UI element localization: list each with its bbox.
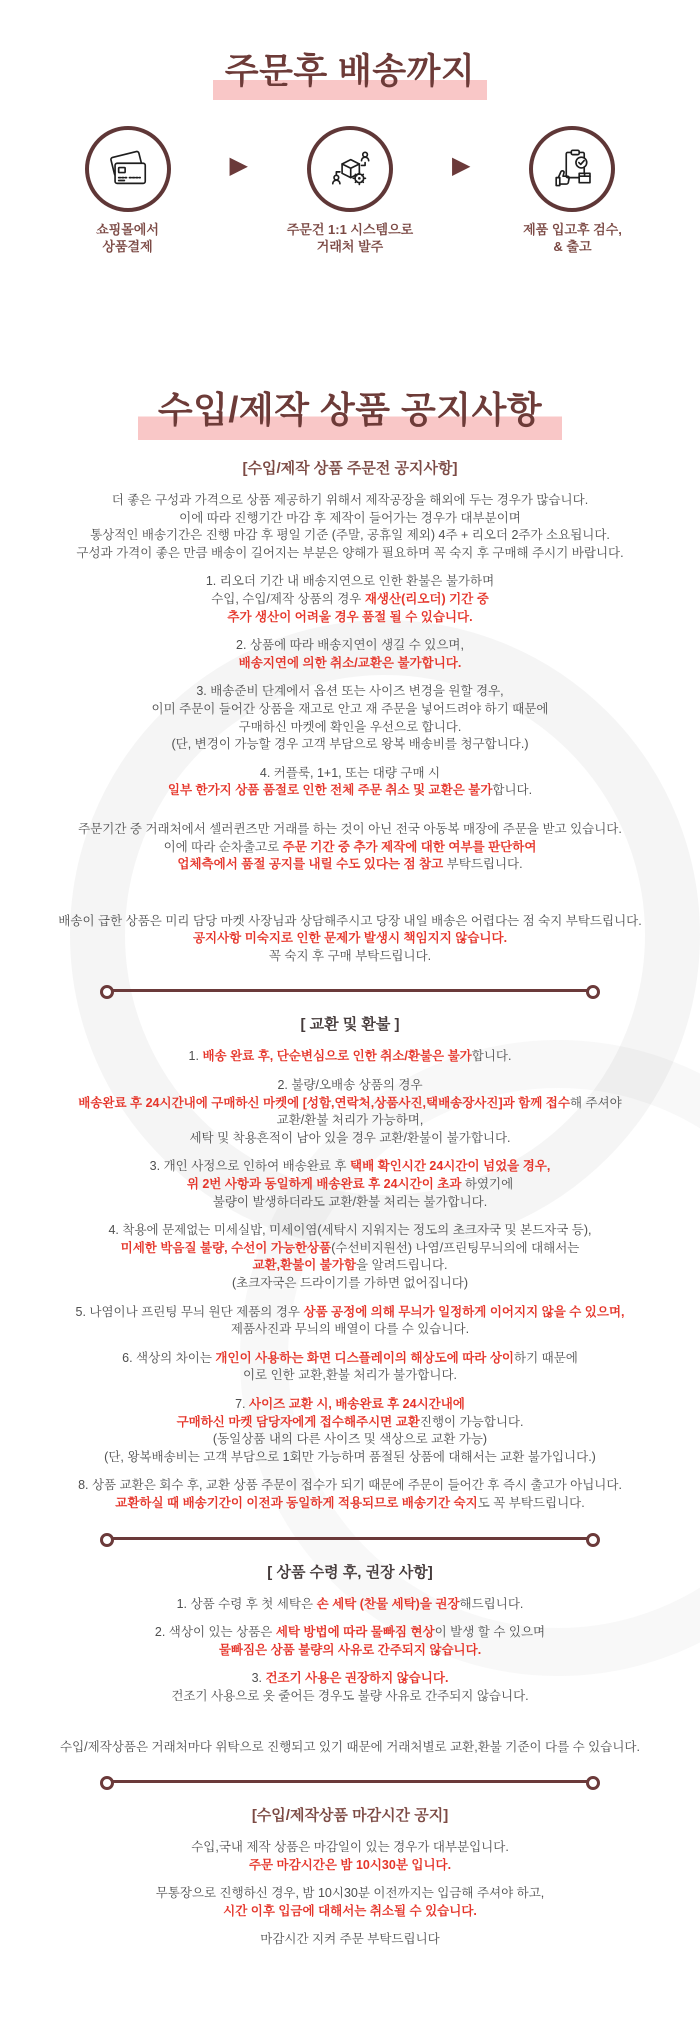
body-text: 진행이 가능합니다.	[419, 1414, 524, 1429]
order-process-flow	[0, 126, 700, 255]
body-text: 무통장으로 진행하신 경우, 밤 10시30분 이전까지는 입금해 주셔야 하고,	[155, 1886, 545, 1901]
body-text: 이미 주문이 들어간 상품을 재고로 안고 재 주문을 넣어드려야 하기 때문에	[151, 701, 549, 716]
text-line	[20, 765, 680, 783]
label-line: & 출고	[553, 239, 592, 254]
body-text: 구성과 가격이 좋은 만큼 배송이 길어지는 부분은 양해가 필요하며 꼭 숙지 후 구매해 주시기 바랍니다.	[76, 545, 624, 560]
notice-title: 수입/제작 상품 공지사항	[138, 387, 562, 440]
text-line	[20, 545, 680, 563]
text-line	[20, 1642, 680, 1660]
notice-block	[20, 1350, 680, 1385]
body-text: 하였기에	[461, 1177, 514, 1192]
section-heading: [ 상품 수령 후, 권장 사항]	[267, 1563, 433, 1581]
text-line	[20, 1839, 680, 1857]
emphasis-text: 업체측에서 품절 공지를 내릴 수도 있다는 점 참고	[177, 857, 444, 872]
emphasis-text: 교환,환불이 불가함	[252, 1258, 357, 1273]
body-text: 해 주셔야	[569, 1095, 622, 1110]
emphasis-text: 교환하실 때 배송기간이 이전과 동일하게 적용되므로 배송기간 숙지	[115, 1495, 478, 1510]
text-line	[20, 1240, 680, 1258]
text-line	[20, 591, 680, 609]
text-line	[20, 1596, 680, 1614]
text-line	[20, 1449, 680, 1467]
order-system-icon	[307, 126, 393, 212]
text-line	[20, 930, 680, 948]
text-line	[20, 1095, 680, 1113]
body-text: 해드립니다.	[459, 1596, 524, 1611]
emphasis-text: 사이즈 교환 시, 배송완료 후 24시간내에	[249, 1396, 465, 1411]
text-line	[20, 1903, 680, 1921]
inspection-shipping-icon	[529, 126, 615, 212]
body-text: 합니다.	[492, 783, 533, 798]
body-text: 도 꼭 부탁드립니다.	[477, 1495, 585, 1510]
body-text: 이 발생 할 수 있으며	[434, 1625, 546, 1640]
emphasis-text: 개인이 사용하는 화면 디스플레이의 해상도에 따라 상이	[215, 1350, 514, 1365]
emphasis-text: 택배 확인시간 24시간이 넘었을 경우,	[350, 1159, 551, 1174]
section-divider	[111, 989, 589, 992]
text-line	[20, 1194, 680, 1212]
body-text: 부탁드립니다.	[443, 857, 523, 872]
label-line: 상품결제	[102, 239, 153, 254]
body-text: 이로 인한 교환,환불 처리가 불가합니다.	[242, 1368, 458, 1383]
text-line	[20, 1275, 680, 1293]
emphasis-text: 주문 기간 중 추가 제작에 대한 여부를 판단하여	[282, 839, 537, 854]
body-text: 구매하신 마켓에 확인을 우선으로 합니다.	[238, 719, 462, 734]
label-line: 주문건 1:1 시스템으로	[286, 222, 414, 237]
body-text: 제품사진과 무늬의 배열이 다를 수 있습니다.	[230, 1322, 470, 1337]
body-text: 5. 나염이나 프린팅 무늬 원단 제품의 경우	[75, 1304, 304, 1319]
emphasis-text: 주문 마감시간은 밤 10시30분 입니다.	[248, 1857, 452, 1872]
text-line	[20, 913, 680, 931]
body-text: 1.	[188, 1049, 203, 1064]
notice-block	[20, 573, 680, 626]
notice-block	[20, 1158, 680, 1211]
body-text: 1. 상품 수령 후 첫 세탁은	[176, 1596, 317, 1611]
body-text: 수입/제작상품은 거래처마다 위탁으로 진행되고 있기 때문에 거래처별로 교환,환불 기준이 다를 수 있습니다.	[60, 1739, 640, 1754]
body-text: (동일상품 내의 다른 사이즈 및 색상으로 교환 가능)	[212, 1432, 488, 1447]
body-text: 주문기간 중 거래처에서 셀러퀸즈만 거래를 하는 것이 아닌 전국 아동복 매장에 주문을 받고 있습니다.	[78, 821, 622, 836]
body-text: 더 좋은 구성과 가격으로 상품 제공하기 위해서 제작공장을 해외에 두는 경우가 많습니다.	[111, 493, 589, 507]
text-line	[20, 736, 680, 754]
text-line	[20, 1495, 680, 1513]
body-text: (단, 변경이 가능할 경우 고객 부담으로 왕복 배송비를 청구합니다.)	[171, 737, 529, 752]
text-line	[20, 1931, 680, 1949]
text-line	[20, 719, 680, 737]
text-line	[20, 1414, 680, 1432]
emphasis-text: 배송완료 후 24시간내에 구매하신 마켓에 [성함,연락처,상품사진,택배송장사진]과 함께 접수	[78, 1095, 570, 1110]
notice-block	[20, 1304, 680, 1339]
text-line	[20, 510, 680, 528]
emphasis-text: 미세한 박음질 불량, 수선이 가능한상품	[120, 1240, 332, 1255]
main-title: 주문후 배송까지	[213, 50, 487, 100]
spacer	[20, 885, 680, 913]
body-text: 건조기 사용으로 옷 줄어든 경우도 불량 사유로 간주되지 않습니다.	[171, 1688, 529, 1703]
text-line	[20, 573, 680, 591]
body-text: 세탁 및 착용흔적이 남아 있을 경우 교환/환불이 불가합니다.	[189, 1130, 511, 1145]
body-text: 3. 배송준비 단계에서 옵션 또는 사이즈 변경을 원할 경우,	[196, 684, 504, 699]
body-text: 1. 리오더 기간 내 배송지연으로 인한 환불은 불가하며	[205, 574, 495, 589]
text-line	[20, 1257, 680, 1275]
text-line	[20, 948, 680, 966]
header	[0, 50, 700, 100]
process-step	[262, 126, 438, 255]
body-text: 불량이 발생하더라도 교환/환불 처리는 불가합니다.	[212, 1194, 488, 1209]
body-text: 꼭 숙지 후 구매 부탁드립니다.	[268, 948, 432, 963]
text-line	[20, 1158, 680, 1176]
text-line	[20, 1885, 680, 1903]
notice-block	[20, 765, 680, 800]
emphasis-text: 위 2번 사항과 동일하게 배송완료 후 24시간이 초과	[186, 1177, 462, 1192]
text-line	[20, 1431, 680, 1449]
emphasis-text: 시간 이후 입금에 대해서는 취소될 수 있습니다.	[223, 1903, 477, 1918]
body-text: 통상적인 배송기간은 진행 마감 후 평일 기준 (주말, 공휴일 제외) 4주 + 리오더 2주가 소요됩니다.	[90, 528, 610, 543]
section-heading: [수입/제작 상품 주문전 공지사항]	[242, 460, 458, 477]
process-step-label	[96, 221, 159, 255]
notice-block	[20, 492, 680, 562]
emphasis-text: 구매하신 마켓 담당자에게 접수해주시면 교환	[176, 1414, 420, 1429]
notice-block	[20, 1477, 680, 1512]
body-text: 8. 상품 교환은 회수 후, 교환 상품 주문이 접수가 되기 때문에 주문이 들어간 후 즉시 출고가 아닙니다.	[78, 1478, 622, 1493]
process-step	[484, 126, 660, 255]
body-text: (수선비지원선) 나염/프린팅무늬의에 대해서는	[331, 1240, 580, 1255]
emphasis-text: 건조기 사용은 권장하지 않습니다.	[265, 1671, 449, 1686]
label-line: 쇼핑몰에서	[96, 222, 159, 237]
text-line	[20, 1077, 680, 1095]
section-heading: [ 교환 및 환불 ]	[300, 1016, 400, 1034]
text-line	[20, 492, 680, 510]
emphasis-text: 손 세탁 (찬물 세탁)을 권장	[316, 1596, 460, 1611]
text-line	[20, 1477, 680, 1495]
notice-block	[20, 1396, 680, 1466]
text-line	[20, 1304, 680, 1322]
notice-block	[20, 1222, 680, 1292]
body-text: 3.	[251, 1671, 266, 1686]
credit-card-icon	[85, 126, 171, 212]
text-line	[20, 683, 680, 701]
notice-block	[20, 1885, 680, 1920]
text-line	[20, 637, 680, 655]
emphasis-text: 공지사항 미숙지로 인한 문제가 발생시 책임지지 않습니다.	[192, 931, 508, 946]
notice-block	[20, 1931, 680, 1949]
notice-header	[0, 387, 700, 440]
body-text: (단, 왕복배송비는 고객 부담으로 1회만 가능하며 품절된 상품에 대해서는 교환 불가입니다.)	[104, 1449, 596, 1464]
text-line	[20, 782, 680, 800]
text-line	[20, 1367, 680, 1385]
text-line	[20, 821, 680, 839]
body-text: 7.	[235, 1396, 250, 1411]
notice-block	[20, 637, 680, 672]
body-text: 3. 개인 사정으로 인하여 배송완료 후	[149, 1159, 350, 1174]
notice-block	[20, 1048, 680, 1066]
process-step-label	[523, 221, 622, 255]
notice-block	[20, 1077, 680, 1147]
notice-content	[20, 460, 680, 1949]
emphasis-text: 배송지연에 의한 취소/교환은 불가합니다.	[238, 655, 462, 670]
text-line	[20, 1396, 680, 1414]
body-text: 4. 착용에 문제없는 미세실밥, 미세이염(세탁시 지워지는 정도의 초크자국 및 본드자국 등),	[108, 1223, 592, 1238]
text-line	[20, 609, 680, 627]
body-text: 마감시간 지켜 주문 부탁드립니다	[260, 1932, 440, 1947]
text-line	[20, 1624, 680, 1642]
text-line	[20, 701, 680, 719]
arrow-right-icon: ▶	[452, 152, 471, 179]
body-text: 6. 색상의 차이는	[122, 1350, 216, 1365]
emphasis-text: 추가 생산이 어려울 경우 품절 될 수 있습니다.	[227, 609, 473, 624]
notice-block	[20, 1839, 680, 1874]
emphasis-text: 일부 한가지 상품 품절로 인한 전체 주문 취소 및 교환은 불가	[167, 783, 493, 798]
label-line: 제품 입고후 검수,	[523, 222, 622, 237]
body-text: 2. 불량/오배송 상품의 경우	[277, 1078, 423, 1093]
emphasis-text: 재생산(리오더) 기간 중	[364, 591, 489, 606]
section-divider	[111, 1537, 589, 1540]
body-text: 교환/환불 처리가 가능하며,	[276, 1113, 424, 1128]
text-line	[20, 1176, 680, 1194]
text-line	[20, 856, 680, 874]
arrow-right-icon: ▶	[229, 152, 248, 179]
notice-block	[20, 1624, 680, 1659]
spacer	[20, 1717, 680, 1739]
body-text: 을 알려드립니다.	[356, 1258, 448, 1273]
body-text: 4. 커플룩, 1+1, 또는 대량 구매 시	[259, 765, 441, 780]
text-line	[20, 1222, 680, 1240]
notice-block	[20, 1739, 680, 1757]
text-line	[20, 1112, 680, 1130]
body-text: 2. 상품에 따라 배송지연이 생길 수 있으며,	[236, 638, 464, 653]
emphasis-text: 세탁 방법에 따라 물빠짐 현상	[275, 1625, 435, 1640]
spacer	[20, 811, 680, 821]
text-line	[20, 1130, 680, 1148]
notice-block	[20, 1670, 680, 1705]
process-step	[40, 126, 216, 255]
body-text: 이에 따라 순차출고로	[163, 839, 283, 854]
section-divider	[111, 1780, 589, 1783]
notice-block	[20, 821, 680, 874]
text-line	[20, 1670, 680, 1688]
text-line	[20, 1739, 680, 1757]
text-line	[20, 527, 680, 545]
section-heading: [수입/제작상품 마감시간 공지]	[251, 1807, 449, 1825]
notice-block	[20, 913, 680, 966]
body-text: 수입,국내 제작 상품은 마감일이 있는 경우가 대부분입니다.	[191, 1840, 509, 1855]
emphasis-text: 물빠짐은 상품 불량의 사유로 간주되지 않습니다.	[218, 1642, 482, 1657]
body-text: 합니다.	[471, 1049, 512, 1064]
notice-block	[20, 683, 680, 753]
body-text: (초크자국은 드라이기를 가하면 없어집니다)	[231, 1276, 469, 1290]
text-line	[20, 1857, 680, 1875]
text-line	[20, 1048, 680, 1066]
body-text: 이에 따라 진행기간 마감 후 제작이 들어가는 경우가 대부분이며	[179, 510, 521, 525]
text-line	[20, 1321, 680, 1339]
emphasis-text: 배송 완료 후, 단순변심으로 인한 취소/환불은 불가	[202, 1049, 472, 1064]
label-line: 거래처 발주	[316, 239, 384, 254]
text-line	[20, 655, 680, 673]
body-text: 수입, 수입/제작 상품의 경우	[211, 591, 365, 606]
process-step-label	[287, 221, 413, 255]
notice-block	[20, 1596, 680, 1614]
emphasis-text: 상품 공정에 의해 무늬가 일정하게 이어지지 않을 수 있으며,	[303, 1304, 625, 1319]
text-line	[20, 839, 680, 857]
text-line	[20, 1350, 680, 1368]
text-line	[20, 1688, 680, 1706]
body-text: 2. 색상이 있는 상품은	[154, 1625, 276, 1640]
body-text: 배송이 급한 상품은 미리 담당 마켓 사장님과 상담해주시고 당장 내일 배송은 어렵다는 점 숙지 부탁드립니다.	[58, 913, 642, 928]
body-text: 하기 때문에	[514, 1350, 578, 1365]
